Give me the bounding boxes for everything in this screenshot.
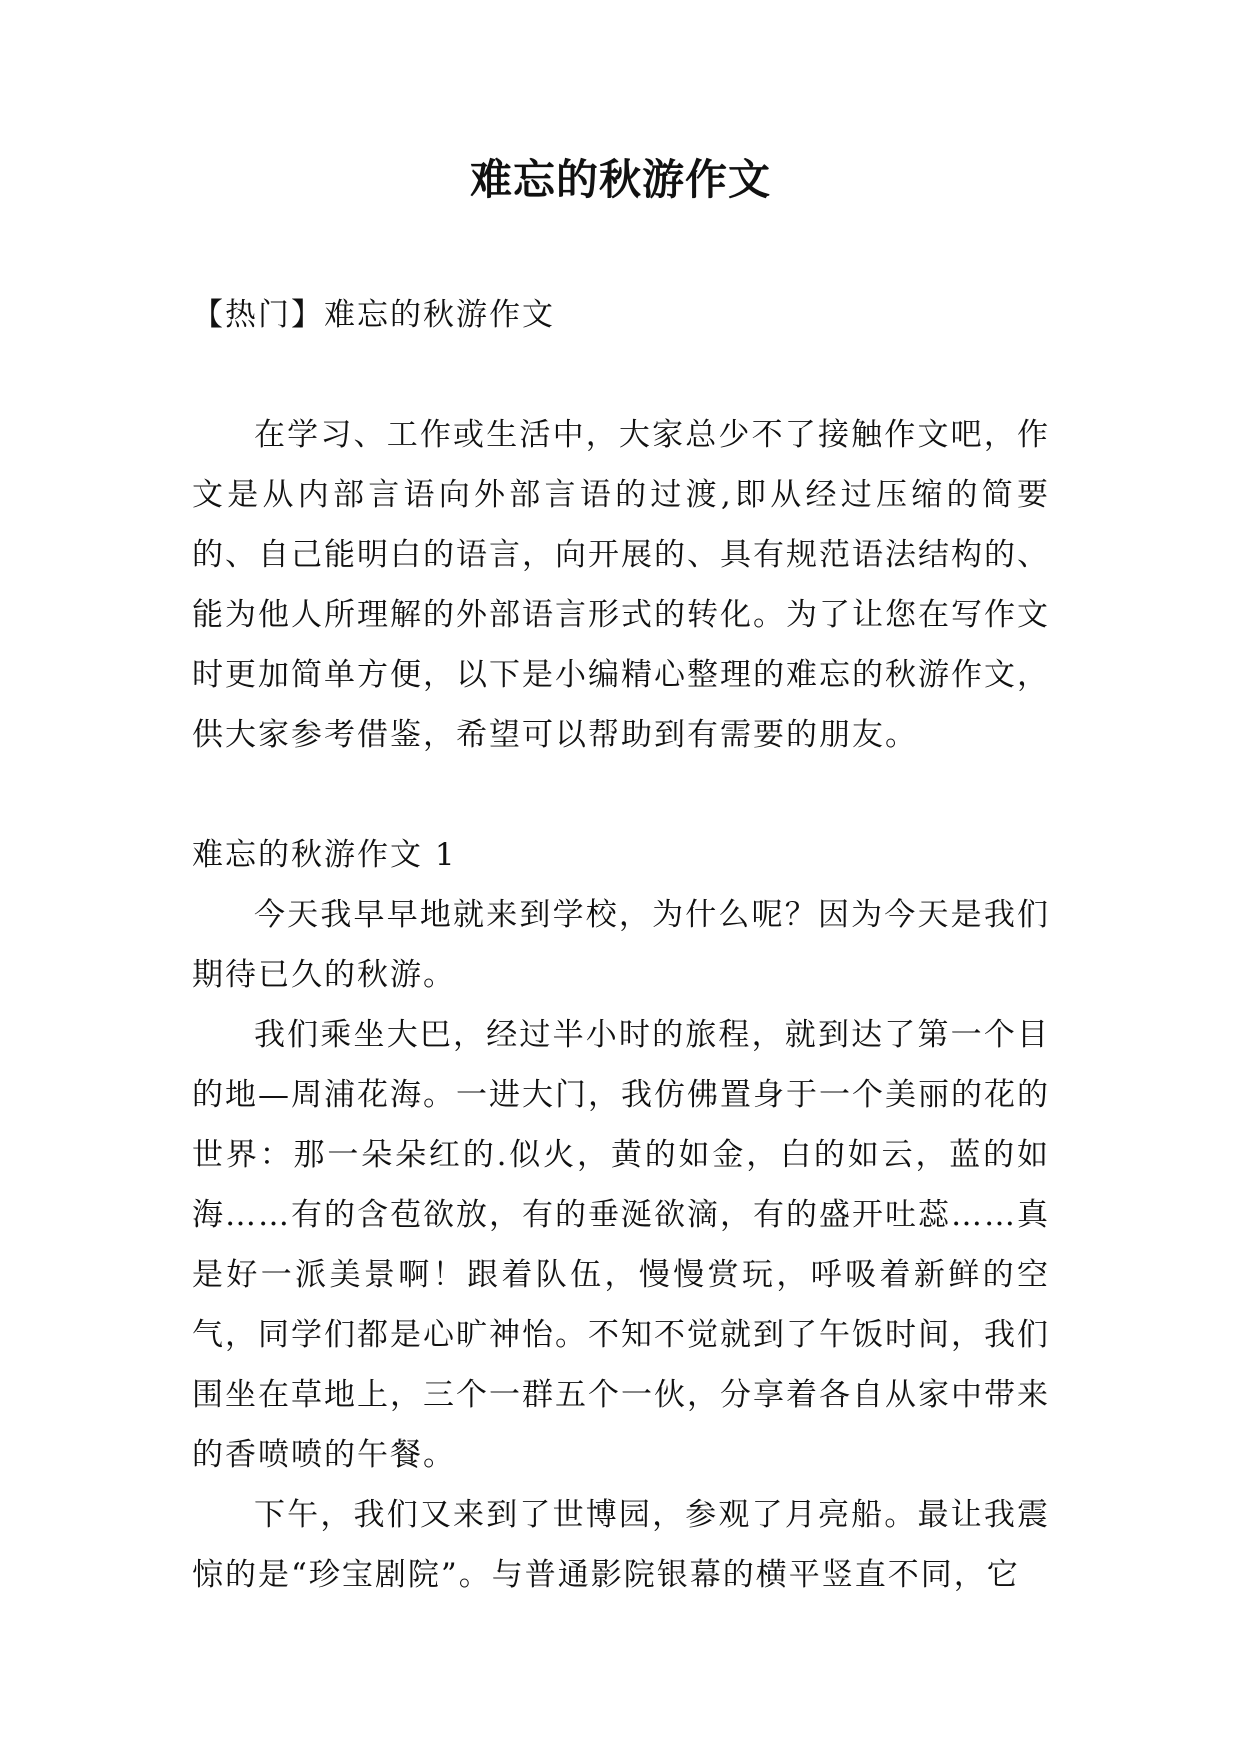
body-paragraph-1: 今天我早早地就来到学校，为什么呢？因为今天是我们期待已久的秋游。 (192, 897, 1050, 993)
intro-paragraph: 在学习、工作或生活中，大家总少不了接触作文吧，作文是从内部言语向外部言语的过渡,即从经过压缩的简要的、自己能明白的语言，向开展的、具有规范语法结构的、能为他人所理解的外部语言形式的转化。为了让您在写作文时更加简单方便，以下是小编精心整理的难忘的秋游作文，供大家参考借鉴，希望可以帮助到有需要的朋友。 (192, 417, 1050, 753)
section-heading: 难忘的秋游作文 1 (192, 837, 457, 873)
body-paragraph-3: 下午，我们又来到了世博园，参观了月亮船。最让我震惊的是“珍宝剧院”。与普通影院银幕的横平竖直不同，它 (192, 1497, 1050, 1593)
document-body (192, 285, 1050, 1605)
body-paragraph-2: 我们乘坐大巴，经过半小时的旅程，就到达了第一个目的地—周浦花海。一进大门，我仿佛置身于一个美丽的花的世界：那一朵朵红的.似火，黄的如金，白的如云，蓝的如海……有的含苞欲放，有的垂涎欲滴，有的盛开吐蕊……真是好一派美景啊！跟着队伍，慢慢赏玩，呼吸着新鲜的空气，同学们都是心旷神怡。不知不觉就到了午饭时间，我们围坐在草地上，三个一群五个一伙，分享着各自从家中带来的香喷喷的午餐。 (192, 1017, 1050, 1473)
tag-line: 【热门】难忘的秋游作文 (192, 297, 555, 333)
document-title: 难忘的秋游作文 (469, 155, 771, 204)
